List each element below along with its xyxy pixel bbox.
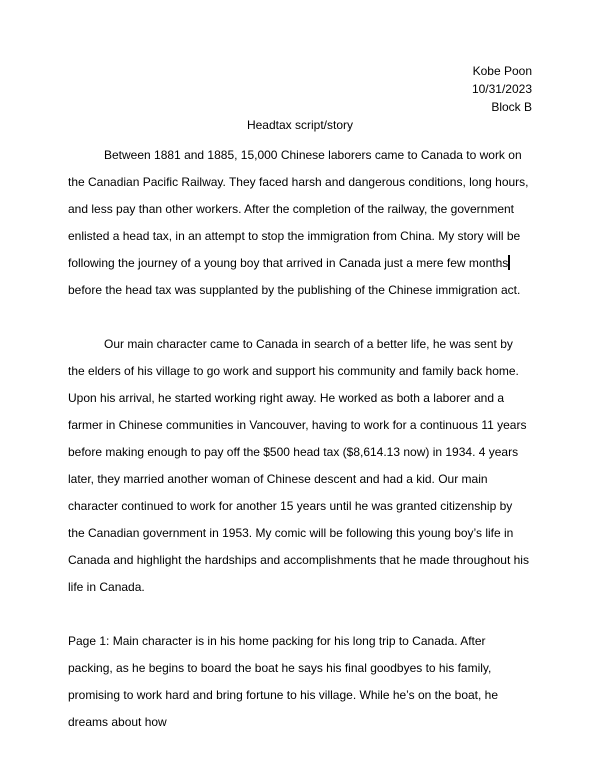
paragraph-intro-text-after-cursor: before the head tax was supplanted by the publishing of the Chinese immigration act. xyxy=(68,283,521,297)
paragraph-page-1[interactable]: Page 1: Main character is in his home packing for his long trip to Canada. After packing, as he begins to board the boat he says his final goodbyes to his family, promising to work hard and bring fortune to his village. While he’s on the boat, he dreams about how xyxy=(68,634,499,729)
paragraph-main-character[interactable]: Our main character came to Canada in search of a better life, he was sent by the elders of his village to go work and support his community and family back home. Upon his arrival, he started working right away. He worked as both a laborer and a farmer in Chinese communities in Vancouver, having to work for a continuous 11 years before making enough to pay off the $500 head tax ($8,614.13 now) in 1934. 4 years later, they married another woman of Chinese descent and had a kid. Our main character continued to work for another 15 years until he was granted citizenship by the Canadian government in 1953. My comic will be following this young boy’s life in Canada and highlight the hardships and accomplishments that he made throughout his life in Canada. xyxy=(68,337,529,594)
document-title[interactable]: Headtax script/story xyxy=(246,118,354,132)
header-author[interactable]: Kobe Poon xyxy=(472,64,532,78)
document-body[interactable] xyxy=(68,142,532,736)
document-header xyxy=(68,62,532,116)
header-block[interactable]: Block B xyxy=(491,100,532,114)
header-date[interactable]: 10/31/2023 xyxy=(471,82,532,96)
text-cursor xyxy=(508,255,510,270)
paragraph-intro[interactable] xyxy=(68,142,532,304)
paragraph-intro-text-before-cursor: Between 1881 and 1885, 15,000 Chinese laborers came to Canada to work on the Canadian Pacific Railway. They faced harsh and dangerous conditions, long hours, and less pay than other workers. After the completion of the railway, the government enlisted a head tax, in an attempt to stop the immigration from China. My story will be following the journey of a young boy that arrived in Canada just a mere few months xyxy=(68,148,529,270)
